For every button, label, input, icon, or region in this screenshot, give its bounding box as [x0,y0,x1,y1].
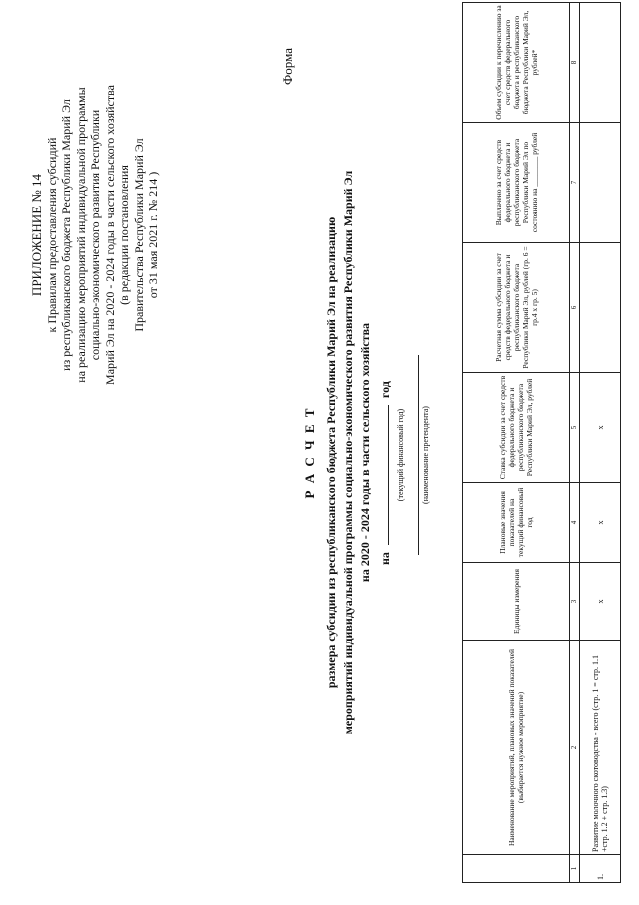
row-paid [580,123,621,243]
row-number: 1. [580,855,621,883]
appendix-line: Марий Эл на 2020 - 2024 годы в части сельского хозяйства [102,85,117,385]
row-sum [580,243,621,373]
row-unit: х [580,563,621,641]
appendix-line: (в редакции постановления [117,165,131,305]
heading-line-1: размера субсидии из республиканского бюджета Республики Марий Эл на реализацию [324,216,338,689]
header-cell: Расчетная сумма субсидии за счет средств федерального бюджета и республиканского бюджета Республики Марий Эл, рублей (гр. 6 = гр.4 х гр. 5) [463,243,570,373]
period-suffix: год [378,381,392,399]
header-cell: Наименование мероприятий, плановых значений показателей (выбирается нужное мероприятие) [463,641,570,855]
column-number: 7 [570,123,580,243]
heading-line-3: на 2020 - 2024 годы в части сельского хозяйства [358,322,372,583]
period-line [378,325,394,565]
appendix-line: Правительства Республики Марий Эл [131,138,146,332]
column-number-row [570,3,580,883]
appendix-line: на реализацию мероприятий индивидуальной программы [73,87,88,383]
header-cell: Ставка субсидии за счет средств федерального бюджета и республиканского бюджета Республики Марий Эл, рублей [463,373,570,483]
appendix-line: из республиканского бюджета Республики Марий Эл [59,99,73,371]
appendix-line: от 31 мая 2021 г. № 214 ) [146,171,160,299]
appendix-block [30,35,161,435]
document-title: Р А С Ч Е Т [302,406,317,499]
row-plan: х [580,483,621,563]
period-prefix: на [378,552,392,565]
recipient-hint: (наименование претендента) [421,406,430,504]
column-number: 8 [570,3,580,123]
header-cell: Выплачено за счет средств федерального бюджета и республиканского бюджета Республики Марий Эл по состоянию на ________ рублей [463,123,570,243]
appendix-line: к Правилам предоставления субсидий [44,137,59,333]
appendix-line: социально-экономического развития Республики [88,109,102,361]
period-hint: (текущий финансовый год) [396,408,405,502]
column-number: 4 [570,483,580,563]
column-number: 1 [570,855,580,883]
form-label: Форма [280,48,295,85]
subsidy-table [462,2,621,883]
column-number: 2 [570,641,580,855]
row-rate: х [580,373,621,483]
row-volume [580,3,621,123]
header-cell: Объем субсидии к перечислению за счет средств федерального бюджета и республиканского бюджета Республики Марий Эл, рублей* [463,3,570,123]
table-row [580,3,621,883]
header-cell: Плановые значения показателей на текущий финансовый год [463,483,570,563]
column-number: 3 [570,563,580,641]
column-number: 5 [570,373,580,483]
column-number: 6 [570,243,580,373]
heading-line-2: мероприятий индивидуальной программы социально-экономического развития Республики Марий Эл [341,170,355,735]
header-cell: Единицы измерения [463,563,570,641]
appendix-line: ПРИЛОЖЕНИЕ № 14 [29,173,44,297]
table-header-row [463,3,570,883]
header-cell [463,855,570,883]
recipient-blank [418,355,419,555]
row-name: Развитие молочного скотоводства - всего (стр. 1 = стр. 1.1 +стр. 1.2 + стр. 1.3) [580,641,621,855]
period-blank [388,405,389,545]
